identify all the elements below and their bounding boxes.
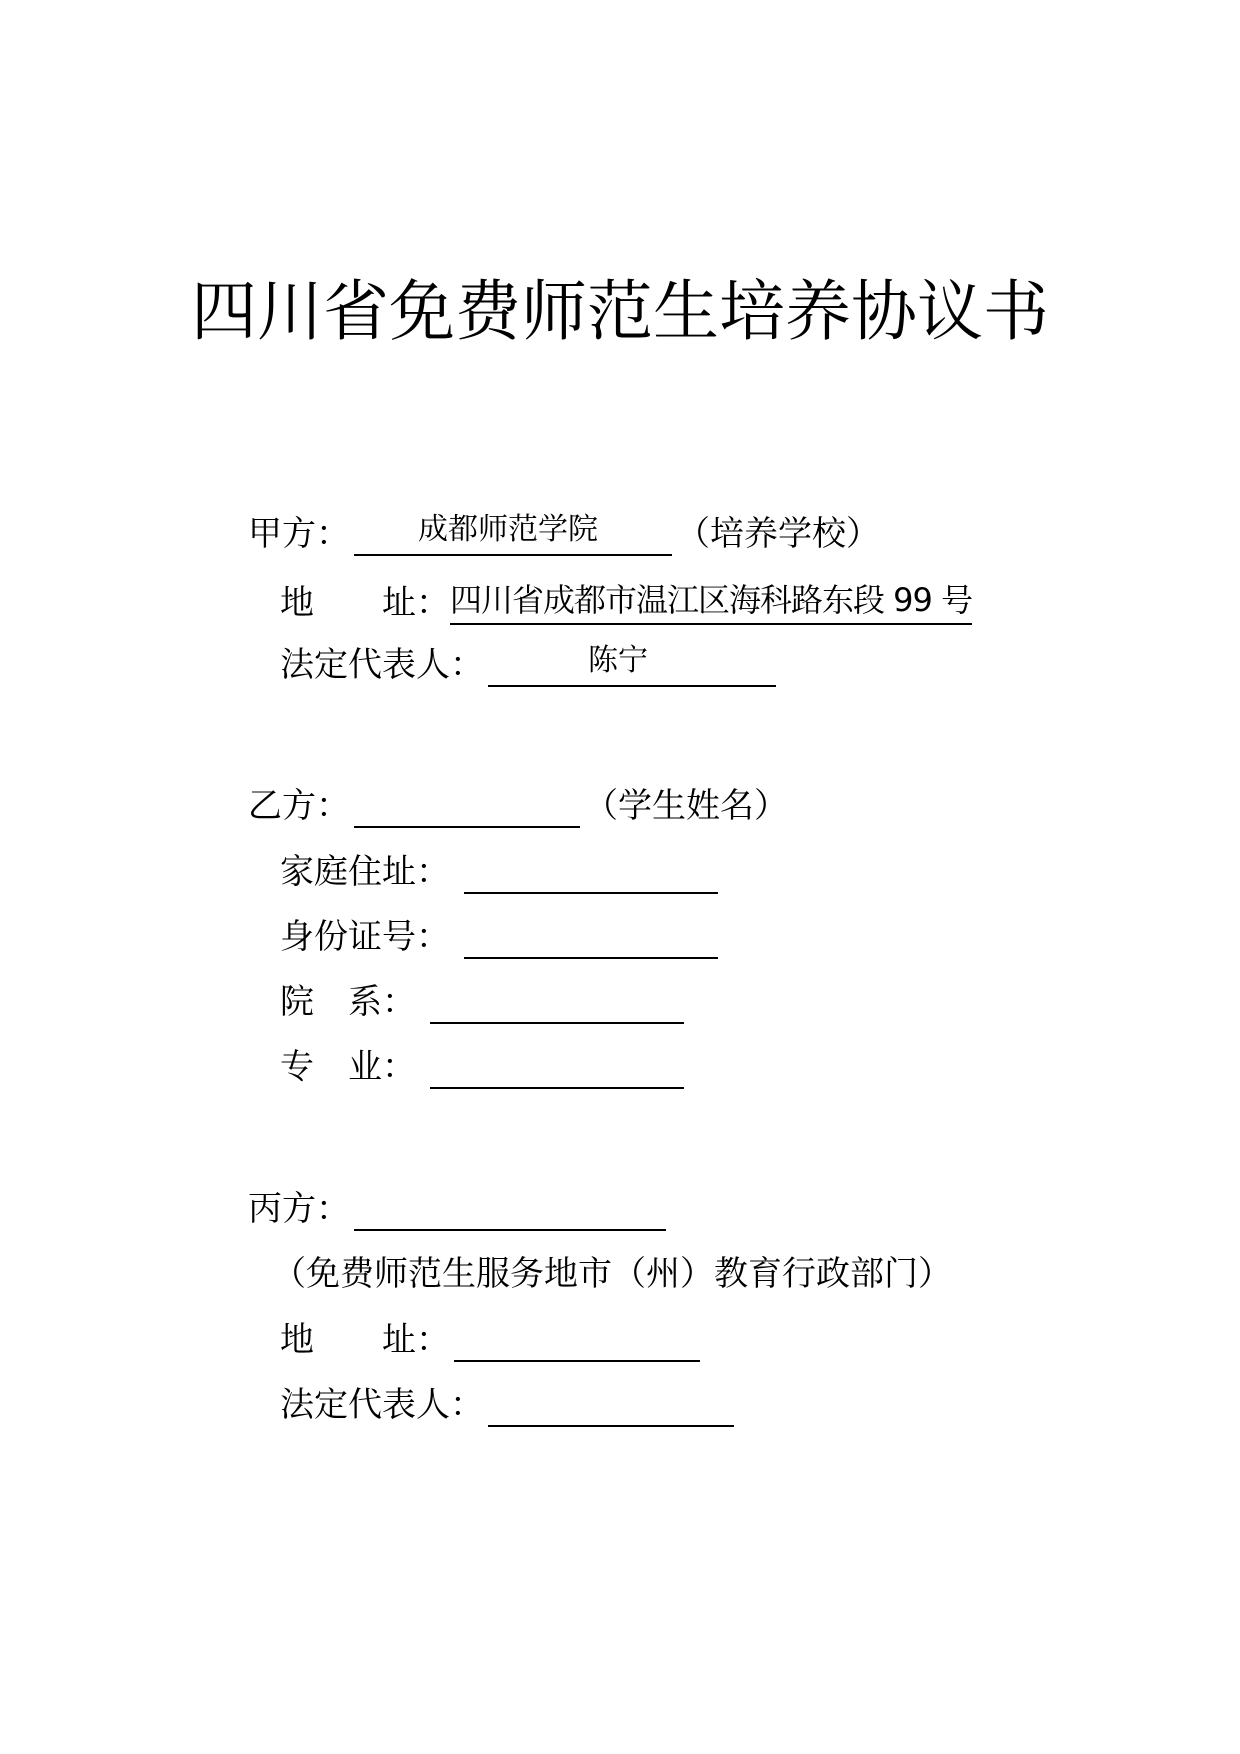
party-a-note: （培养学校） [676, 514, 880, 554]
party-a-address-value: 四川省成都市温江区海科路东段 99 号 [450, 578, 972, 625]
party-c-rep-field[interactable] [488, 1387, 734, 1427]
party-a-name-field[interactable] [354, 512, 672, 556]
party-b-major-label: 专 业： [280, 1047, 416, 1087]
party-c-label: 丙方： [248, 1189, 350, 1229]
party-b-label: 乙方： [248, 786, 350, 826]
document-title: 四川省免费师范生培养协议书 [191, 273, 1049, 350]
party-c-name-field[interactable] [354, 1191, 666, 1231]
party-b-major-field[interactable] [430, 1049, 684, 1089]
party-b-id-label: 身份证号： [280, 917, 450, 957]
party-a-address-line [280, 578, 972, 625]
party-c-note: （免费师范生服务地市（州）教育行政部门） [272, 1254, 952, 1294]
party-c-rep-line [280, 1383, 738, 1427]
party-c-line [248, 1187, 670, 1231]
party-a-rep-label: 法定代表人： [280, 645, 484, 685]
party-b-home-label: 家庭住址： [280, 852, 450, 892]
party-c-address-label: 地 址： [280, 1320, 450, 1360]
party-b-dept-field[interactable] [430, 984, 684, 1024]
party-c-rep-label: 法定代表人： [280, 1385, 484, 1425]
party-b-name-field[interactable] [354, 788, 580, 828]
party-b-home-line [280, 850, 722, 894]
party-b-id-field[interactable] [464, 919, 718, 959]
party-a-rep-line [280, 643, 780, 687]
party-c-note-line [272, 1252, 952, 1296]
party-a-name-value: 成都师范学院 [418, 512, 598, 547]
party-a-address-label: 地 址： [280, 583, 450, 623]
party-b-line [248, 784, 788, 828]
party-c-address-field[interactable] [454, 1322, 700, 1362]
party-a-line [248, 512, 880, 556]
party-b-dept-label: 院 系： [280, 982, 416, 1022]
party-a-label: 甲方： [248, 514, 350, 554]
party-a-rep-field[interactable] [488, 643, 776, 687]
party-a-rep-value: 陈宁 [588, 643, 648, 678]
party-b-major-line [280, 1045, 688, 1089]
party-b-home-field[interactable] [464, 854, 718, 894]
party-b-note: （学生姓名） [584, 786, 788, 826]
party-b-dept-line [280, 980, 688, 1024]
party-b-id-line [280, 915, 722, 959]
party-c-address-line [280, 1318, 704, 1362]
